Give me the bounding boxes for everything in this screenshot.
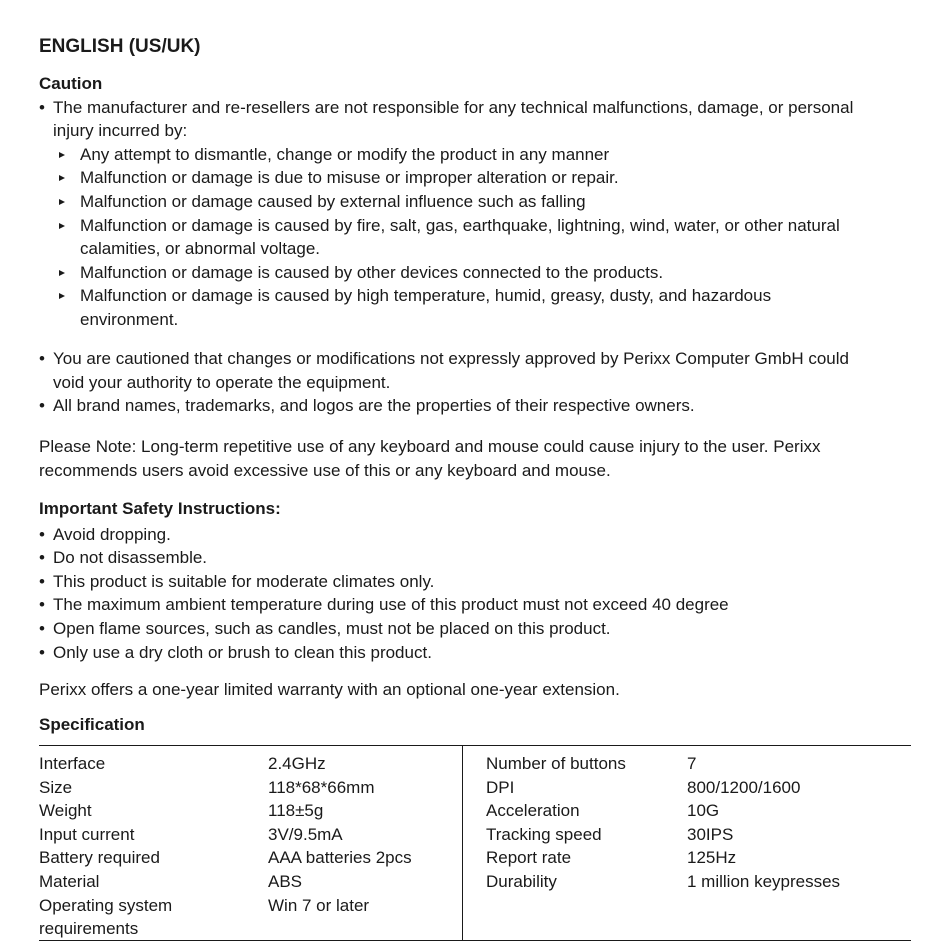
bullet-icon: •	[39, 618, 45, 638]
safety-item: • This product is suitable for moderate climates only.	[39, 570, 911, 594]
triangle-bullet-icon	[59, 199, 65, 205]
specification-table	[39, 745, 911, 941]
spec-label: Material	[39, 871, 100, 891]
spec-label: Input current	[39, 824, 135, 844]
triangle-bullet-icon	[59, 152, 65, 158]
spec-value: AAA batteries 2pcs	[268, 848, 412, 868]
spec-label: DPI	[486, 777, 515, 797]
spec-value: 125Hz	[687, 848, 737, 868]
trademark-note: • All brand names, trademarks, and logos are the properties of their respective owners.	[39, 394, 911, 418]
spec-label: Weight	[39, 801, 92, 821]
spec-label: Number of buttons	[486, 754, 626, 773]
spec-value: 118±5g	[268, 801, 324, 821]
caution-title: Caution	[39, 74, 103, 93]
spec-label: Durability	[486, 871, 557, 891]
triangle-bullet-icon	[59, 223, 65, 229]
spec-value: 2.4GHz	[268, 754, 326, 773]
spec-label: Tracking speed	[486, 824, 602, 844]
bullet-icon: •	[39, 97, 45, 117]
bullet-icon: •	[39, 595, 45, 615]
spec-value: 3V/9.5mA	[268, 824, 343, 844]
safety-item: • Open flame sources, such as candles, must not be placed on this product.	[39, 617, 911, 641]
caution-item: Malfunction or damage is due to misuse or improper alteration or repair.	[39, 166, 911, 190]
triangle-bullet-icon	[59, 270, 65, 276]
specification-title: Specification	[39, 715, 145, 734]
please-note: Please Note: Long-term repetitive use of any keyboard and mouse could cause injury to the user. Perixx recommends users avoid excessive use of this or any keyboard and mouse.	[39, 437, 821, 480]
caution-item: Malfunction or damage caused by external influence such as falling	[39, 190, 911, 214]
spec-value: ABS	[268, 871, 303, 891]
caution-notes	[39, 347, 911, 418]
bullet-icon: •	[39, 349, 45, 368]
bullet-icon: •	[39, 642, 45, 662]
spec-label: Operating system	[39, 895, 173, 915]
caution-item: Malfunction or damage is caused by other devices connected to the products.	[39, 261, 911, 285]
bullet-icon: •	[39, 548, 45, 568]
caution-item: Any attempt to dismantle, change or modify the product in any manner	[39, 143, 911, 167]
spec-left-values	[268, 752, 458, 941]
safety-section	[39, 497, 911, 664]
spec-right-values	[687, 752, 907, 894]
spec-label: requirements	[39, 919, 139, 939]
caution-intro: • The manufacturer and re-resellers are not responsible for any technical malfunctions, damage, or personal injury incurred by:	[39, 97, 854, 141]
spec-label: Report rate	[486, 848, 572, 868]
spec-value: 1 million keypresses	[687, 871, 841, 891]
table-divider	[462, 745, 463, 941]
safety-item: • Do not disassemble.	[39, 546, 911, 570]
spec-value: 30IPS	[687, 824, 734, 844]
safety-item: • Avoid dropping.	[39, 523, 911, 547]
spec-left-labels	[39, 752, 259, 941]
spec-label: Interface	[39, 754, 106, 773]
bullet-icon: •	[39, 524, 45, 544]
modification-note: • You are cautioned that changes or modifications not expressly approved by Perixx Computer GmbH could void your authority to operate the equipment.	[39, 349, 849, 392]
spec-value: 800/1200/1600	[687, 777, 801, 797]
caution-item: Malfunction or damage is caused by fire, salt, gas, earthquake, lightning, wind, water, or other natural calamities, or abnormal voltage.	[39, 214, 911, 261]
spec-value	[268, 917, 458, 941]
spec-value: 10G	[687, 801, 720, 821]
bullet-icon: •	[39, 396, 45, 416]
caution-section	[39, 72, 911, 332]
warranty-text: Perixx offers a one-year limited warranty with an optional one-year extension.	[39, 680, 620, 699]
triangle-bullet-icon	[59, 293, 65, 299]
spec-label: Acceleration	[486, 801, 580, 821]
triangle-bullet-icon	[59, 175, 65, 181]
spec-right-labels	[486, 752, 676, 894]
safety-item: • Only use a dry cloth or brush to clean this product.	[39, 641, 911, 665]
spec-label: Size	[39, 777, 73, 797]
spec-value: 118*68*66mm	[268, 777, 375, 797]
safety-title: Important Safety Instructions:	[39, 499, 281, 518]
bullet-icon: •	[39, 571, 45, 591]
page-heading: ENGLISH (US/UK)	[39, 36, 201, 57]
spec-value: Win 7 or later	[268, 895, 370, 915]
safety-item: • The maximum ambient temperature during use of this product must not exceed 40 degree	[39, 593, 911, 617]
table-top-rule	[39, 745, 911, 746]
spec-value: 7	[687, 754, 697, 773]
caution-item: Malfunction or damage is caused by high temperature, humid, greasy, dusty, and hazardous environment.	[39, 284, 911, 331]
spec-label: Battery required	[39, 848, 160, 868]
